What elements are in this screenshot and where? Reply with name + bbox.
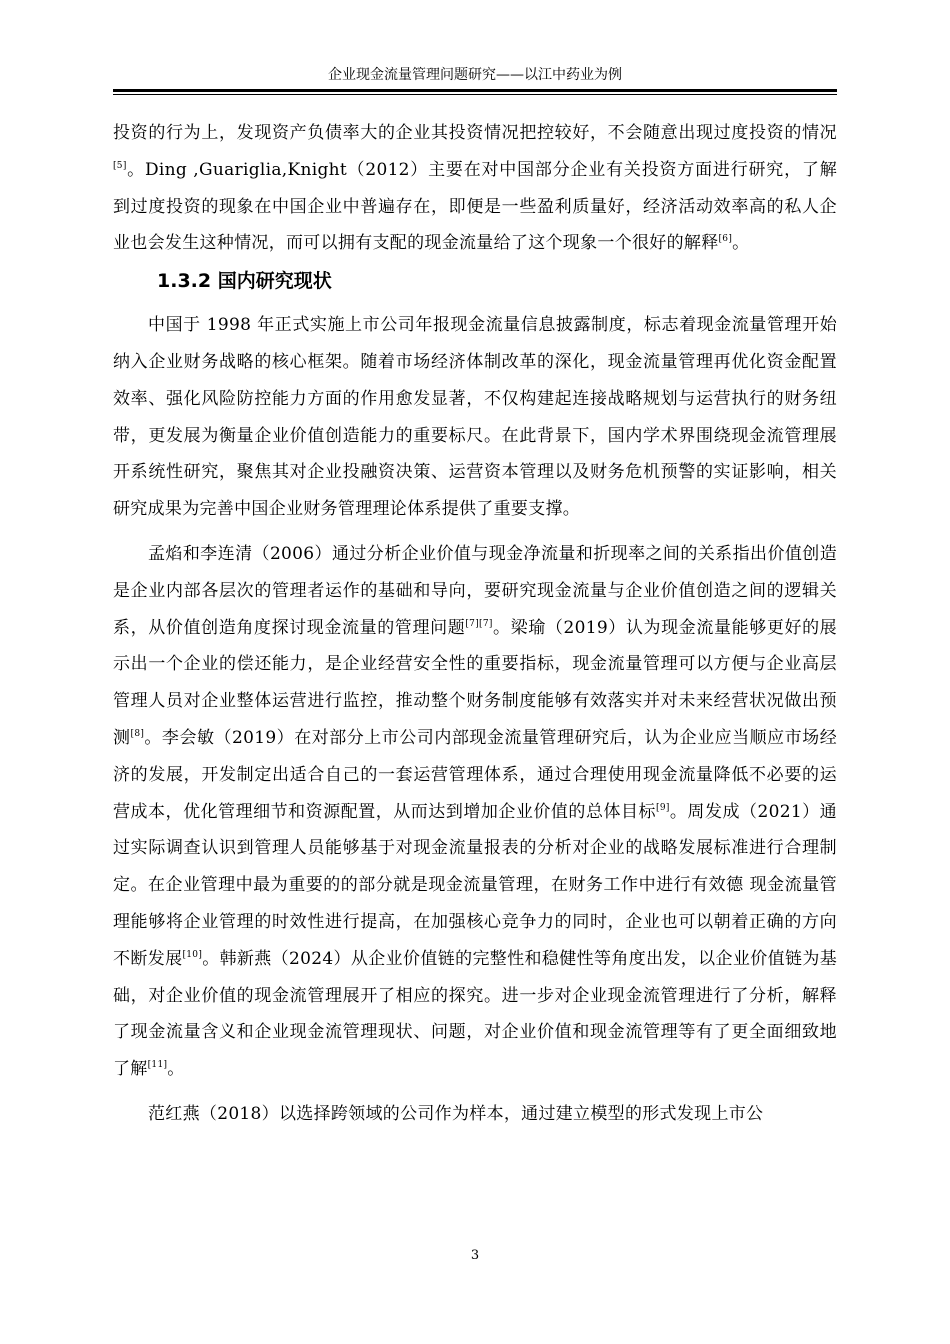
text-run: 投资的行为上，发现资产负债率大的企业其投资情况把控较好，不会随意出现过度投资的情况: [113, 123, 837, 143]
paragraph-fan-hongyan: 范红燕（2018）以选择跨领域的公司作为样本，通过建立模型的形式发现上市公: [148, 1103, 764, 1124]
citation-ref: [7][7]: [465, 618, 493, 629]
page-number: 3: [470, 1248, 480, 1263]
running-header: 企业现金流量管理问题研究——以江中药业为例: [328, 67, 622, 83]
citation-ref: [8]: [130, 728, 145, 739]
text-run: 。韩新燕（2024）从企业价值链的完整性和稳健性等角度出发，以企业价值链为基础，对企业价值的现金流管理展开了相应的探究。进一步对企业现金流管理进行了分析，解释了现金流量含义和企业现金流管理现状、问题，对企业价值和现金流管理等有了更全面细致地了解: [113, 948, 837, 1080]
text-run: 孟焰和李连清（2006）通过分析企业价值与现金净流量和折现率之间的关系指出价值创造是企业内部各层次的管理者运作的基础和导向，要研究现金流量与企业价值创造之间的逻辑关系，从价值创造角度探讨现金流量的管理问题: [113, 543, 837, 638]
text-run: 。Ding ,Guariglia,Knight（2012）主要在对中国部分企业有关投资方面进行研究，了解到过度投资的现象在中国企业中普遍存在，即便是一些盈利质量好，经济活动效率高的私人企业也会发生这种情况，而可以拥有支配的现金流量给了这个现象一个很好的解释: [113, 159, 837, 254]
text-run: 。: [732, 233, 750, 254]
text-run: 。李会敏（2019）在对部分上市公司内部现金流量管理研究后，认为企业应当顺应市场经济的发展，开发制定出适合自己的一套运营管理体系，通过合理使用现金流量降低不必要的运营成本，优化管理细节和资源配置，从而达到增加企业价值的总体目标: [113, 727, 838, 822]
text-run: 。梁瑜（2019）认为现金流量能够更好的展示出一个企业的偿还能力，是企业经营安全性的重要指标，现金流量管理可以方便与企业高层管理人员对企业整体运营进行监控，推动整个财务制度能够有效落实并对未来经营状况做出预测: [113, 617, 837, 748]
text-run: 。: [167, 1059, 185, 1080]
citation-ref: [10]: [182, 949, 203, 960]
citation-ref: [11]: [147, 1060, 168, 1071]
text-run: 。周发成（2021）通过实际调查认识到管理人员能够基于对现金流量报表的分析对企业的战略发展标准进行合理制定。在企业管理中最为重要的的部分就是现金流量管理，在财务工作中进行有效德 现金流量管理能够将企业管理的时效性进行提高，在加强核心竞争力的同时，企业也可以朝着正确的方向不断发展: [113, 801, 837, 969]
paragraph-domestic-literature: [113, 536, 837, 1088]
header-rule-thin: [113, 94, 837, 95]
citation-ref: [9]: [656, 802, 670, 813]
section-heading: 1.3.2 国内研究现状: [157, 270, 332, 293]
body-text: [113, 115, 837, 1133]
citation-ref: [6]: [718, 234, 733, 245]
header-rule-thick: [113, 89, 837, 92]
citation-ref: [5]: [113, 160, 127, 171]
paragraph-foreign-research-continued: [113, 115, 837, 262]
paragraph-domestic-background: 中国于 1998 年正式实施上市公司年报现金流量信息披露制度，标志着现金流量管理开始纳入企业财务战略的核心框架。随着市场经济体制改革的深化，现金流量管理再优化资金配置效率、强化风险防控能力方面的作用愈发显著，不仅构建起连接战略规划与运营执行的财务纽带，更发展为衡量企业价值创造能力的重要标尺。在此背景下，国内学术界围绕现金流管理展开系统性研究，聚焦其对企业投融资决策、运营资本管理以及财务危机预警的实证影响，相关研究成果为完善中国企业财务管理理论体系提供了重要支撑。: [113, 315, 837, 520]
